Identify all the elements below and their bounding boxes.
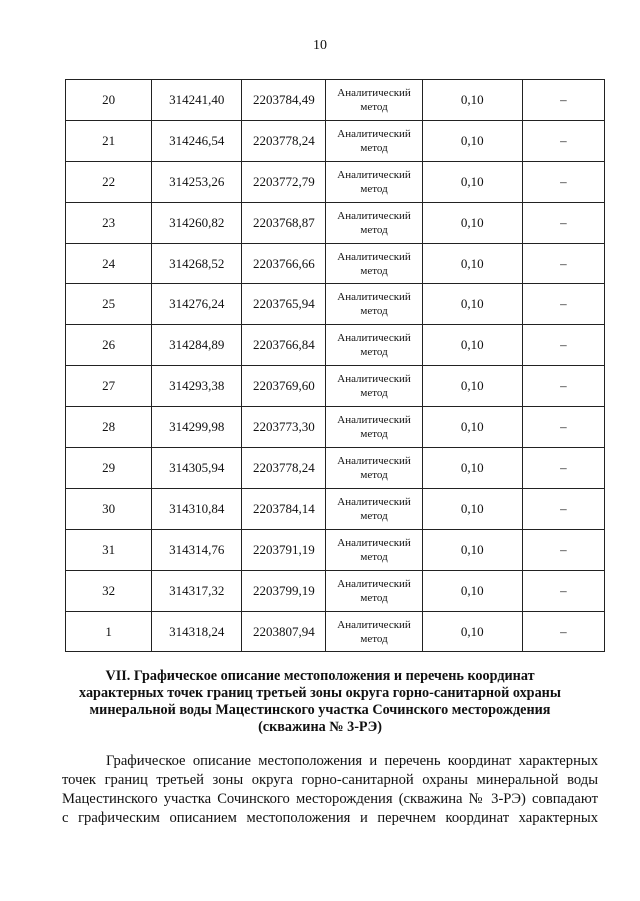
table-row: [66, 488, 605, 529]
method-cell: [326, 488, 422, 529]
paragraph-line: Графическое описание местоположения и перечень координат характерных: [106, 753, 598, 769]
table-row: [66, 161, 605, 202]
table-row: [66, 366, 605, 407]
method-line: Аналитический: [337, 250, 411, 263]
method-line: Аналитический: [337, 414, 411, 427]
method-line: метод: [360, 264, 388, 277]
method-line: Аналитический: [337, 332, 411, 345]
precision-cell: 0,10: [422, 80, 522, 121]
paragraph-line: Мацестинского участка Сочинского месторождения (скважина № 3-РЭ) совпадают: [62, 791, 598, 807]
precision-cell: 0,10: [422, 243, 522, 284]
method-cell: [326, 366, 422, 407]
method-line: метод: [360, 305, 388, 318]
note-cell: –: [522, 529, 604, 570]
precision-cell: 0,10: [422, 529, 522, 570]
point-number-cell: 28: [66, 407, 152, 448]
y-coordinate-cell: 2203765,94: [242, 284, 326, 325]
precision-cell: 0,10: [422, 202, 522, 243]
precision-cell: 0,10: [422, 448, 522, 489]
y-coordinate-cell: 2203769,60: [242, 366, 326, 407]
table-row: [66, 243, 605, 284]
section-heading-line: минеральной воды Мацестинского участка Сочинского месторождения: [89, 702, 551, 718]
point-number-cell: 26: [66, 325, 152, 366]
note-cell: –: [522, 366, 604, 407]
method-line: метод: [360, 387, 388, 400]
point-number-cell: 29: [66, 448, 152, 489]
coordinates-table-body: [66, 80, 605, 652]
method-cell: [326, 529, 422, 570]
x-coordinate-cell: 314305,94: [152, 448, 242, 489]
section-heading-line: характерных точек границ третьей зоны округа горно-санитарной охраны: [79, 685, 561, 701]
method-line: Аналитический: [337, 577, 411, 590]
point-number-cell: 23: [66, 202, 152, 243]
method-line: метод: [360, 223, 388, 236]
note-cell: –: [522, 325, 604, 366]
x-coordinate-cell: 314318,24: [152, 611, 242, 652]
point-number-cell: 31: [66, 529, 152, 570]
precision-cell: 0,10: [422, 325, 522, 366]
precision-cell: 0,10: [422, 611, 522, 652]
y-coordinate-cell: 2203784,49: [242, 80, 326, 121]
note-cell: –: [522, 202, 604, 243]
note-cell: –: [522, 120, 604, 161]
y-coordinate-cell: 2203784,14: [242, 488, 326, 529]
precision-cell: 0,10: [422, 488, 522, 529]
point-number-cell: 27: [66, 366, 152, 407]
note-cell: –: [522, 80, 604, 121]
y-coordinate-cell: 2203807,94: [242, 611, 326, 652]
method-cell: [326, 448, 422, 489]
y-coordinate-cell: 2203773,30: [242, 407, 326, 448]
note-cell: –: [522, 284, 604, 325]
point-number-cell: 1: [66, 611, 152, 652]
method-line: метод: [360, 632, 388, 645]
method-cell: [326, 570, 422, 611]
method-cell: [326, 407, 422, 448]
y-coordinate-cell: 2203791,19: [242, 529, 326, 570]
section-heading: [70, 668, 570, 736]
point-number-cell: 25: [66, 284, 152, 325]
table-row: [66, 611, 605, 652]
y-coordinate-cell: 2203768,87: [242, 202, 326, 243]
method-line: метод: [360, 182, 388, 195]
method-cell: [326, 120, 422, 161]
method-cell: [326, 284, 422, 325]
method-cell: [326, 325, 422, 366]
x-coordinate-cell: 314268,52: [152, 243, 242, 284]
paragraph-line: точек границ третьей зоны округа горно-санитарной охраны минеральной воды: [62, 772, 598, 788]
body-paragraph: [62, 752, 598, 828]
method-line: Аналитический: [337, 373, 411, 386]
precision-cell: 0,10: [422, 161, 522, 202]
point-number-cell: 21: [66, 120, 152, 161]
table-row: [66, 80, 605, 121]
method-line: Аналитический: [337, 168, 411, 181]
y-coordinate-cell: 2203766,66: [242, 243, 326, 284]
section-heading-line: VII. Графическое описание местоположения и перечень координат: [105, 668, 535, 684]
method-line: метод: [360, 550, 388, 563]
point-number-cell: 24: [66, 243, 152, 284]
method-line: метод: [360, 591, 388, 604]
y-coordinate-cell: 2203772,79: [242, 161, 326, 202]
method-line: Аналитический: [337, 536, 411, 549]
method-line: Аналитический: [337, 291, 411, 304]
x-coordinate-cell: 314293,38: [152, 366, 242, 407]
table-row: [66, 570, 605, 611]
table-row: [66, 120, 605, 161]
precision-cell: 0,10: [422, 120, 522, 161]
x-coordinate-cell: 314260,82: [152, 202, 242, 243]
method-line: метод: [360, 468, 388, 481]
method-line: метод: [360, 141, 388, 154]
table-row: [66, 448, 605, 489]
method-line: метод: [360, 100, 388, 113]
method-cell: [326, 80, 422, 121]
precision-cell: 0,10: [422, 366, 522, 407]
table-row: [66, 325, 605, 366]
x-coordinate-cell: 314299,98: [152, 407, 242, 448]
y-coordinate-cell: 2203778,24: [242, 120, 326, 161]
method-cell: [326, 243, 422, 284]
method-line: метод: [360, 509, 388, 522]
note-cell: –: [522, 448, 604, 489]
method-cell: [326, 161, 422, 202]
note-cell: –: [522, 243, 604, 284]
method-cell: [326, 611, 422, 652]
x-coordinate-cell: 314284,89: [152, 325, 242, 366]
x-coordinate-cell: 314314,76: [152, 529, 242, 570]
page-number: 10: [313, 38, 327, 53]
note-cell: –: [522, 570, 604, 611]
y-coordinate-cell: 2203766,84: [242, 325, 326, 366]
table-row: [66, 284, 605, 325]
precision-cell: 0,10: [422, 407, 522, 448]
point-number-cell: 32: [66, 570, 152, 611]
precision-cell: 0,10: [422, 570, 522, 611]
point-number-cell: 22: [66, 161, 152, 202]
table-row: [66, 202, 605, 243]
paragraph-line: с графическим описанием местоположения и перечнем координат характерных: [62, 810, 598, 826]
y-coordinate-cell: 2203799,19: [242, 570, 326, 611]
note-cell: –: [522, 161, 604, 202]
section-heading-line: (скважина № 3-РЭ): [258, 719, 382, 735]
method-line: метод: [360, 346, 388, 359]
point-number-cell: 20: [66, 80, 152, 121]
method-line: Аналитический: [337, 495, 411, 508]
method-line: Аналитический: [337, 209, 411, 222]
note-cell: –: [522, 611, 604, 652]
coordinates-table: [65, 79, 605, 652]
table-row: [66, 529, 605, 570]
x-coordinate-cell: 314310,84: [152, 488, 242, 529]
method-line: Аналитический: [337, 454, 411, 467]
table-row: [66, 407, 605, 448]
y-coordinate-cell: 2203778,24: [242, 448, 326, 489]
note-cell: –: [522, 407, 604, 448]
x-coordinate-cell: 314246,54: [152, 120, 242, 161]
x-coordinate-cell: 314241,40: [152, 80, 242, 121]
method-line: Аналитический: [337, 86, 411, 99]
method-line: Аналитический: [337, 127, 411, 140]
precision-cell: 0,10: [422, 284, 522, 325]
method-line: метод: [360, 428, 388, 441]
method-line: Аналитический: [337, 618, 411, 631]
x-coordinate-cell: 314317,32: [152, 570, 242, 611]
note-cell: –: [522, 488, 604, 529]
point-number-cell: 30: [66, 488, 152, 529]
method-cell: [326, 202, 422, 243]
x-coordinate-cell: 314253,26: [152, 161, 242, 202]
x-coordinate-cell: 314276,24: [152, 284, 242, 325]
